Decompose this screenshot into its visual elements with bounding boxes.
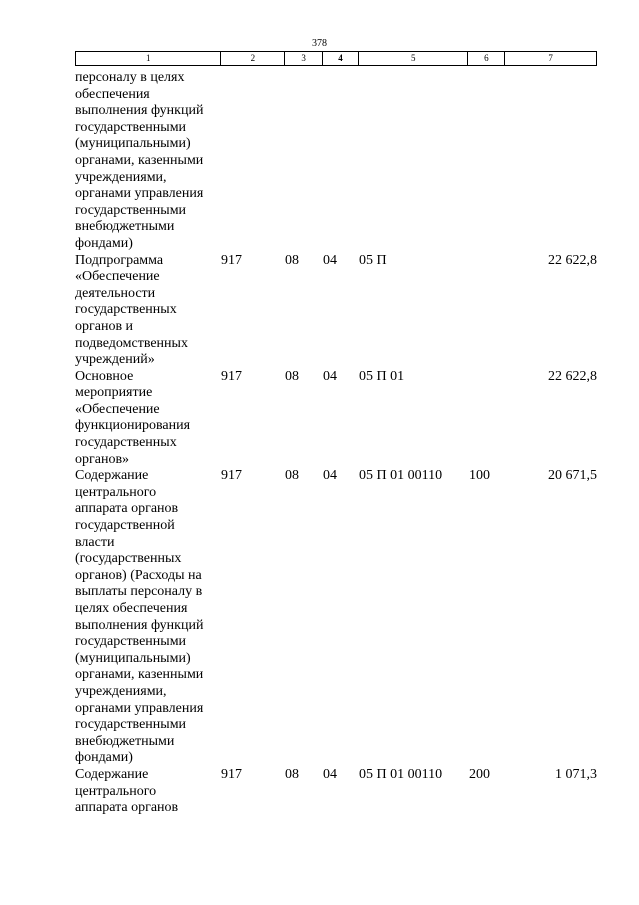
cell-sum: 22 622,8 [548, 252, 597, 268]
cell-name: Основное мероприятие «Обеспечение функционирования государственных органов» [75, 368, 191, 467]
cell-vr [469, 70, 506, 253]
table-row [75, 70, 597, 253]
cell-pr: 04 [323, 368, 337, 384]
cell-name: персоналу в целях обеспечения выполнения функций государственными (муниципальными) органами, казенными учреждениями, органами управления государственными внебюджетными фондами) [75, 70, 204, 251]
table-row [75, 767, 597, 817]
cell-csr: 05 П 01 [359, 368, 405, 384]
cell-vr: 200 [469, 766, 490, 782]
cell-csr: 05 П 01 00110 [359, 468, 443, 484]
cell-rz: 08 [285, 766, 299, 782]
cell-name: Содержание центрального аппарата органов государственной власти (государственных органов) (Расходы на выплаты персоналу в целях обеспечения выполнения функций государственными (муниципальными) органами, казенными учреждениями, органами управления государственными внебюджетными фондами) [75, 468, 204, 766]
cell-name: Содержание центрального аппарата органов [75, 766, 179, 816]
cell-vr: 100 [469, 468, 490, 484]
cell-pr: 04 [323, 468, 337, 484]
cell-name: Подпрограмма «Обеспечение деятельности государственных органов и подведомственных учреждений» [75, 252, 188, 368]
table-row [75, 468, 597, 767]
cell-pr: 04 [323, 766, 337, 782]
page-number: 378 [312, 38, 327, 49]
cell-sum: 20 671,5 [548, 468, 597, 484]
cell-csr: 05 П [359, 252, 387, 268]
cell-rz: 08 [285, 252, 299, 268]
cell-sum [506, 70, 597, 253]
cell-vr [469, 369, 506, 469]
table-row [75, 369, 597, 469]
table-row [75, 253, 597, 369]
cell-grbs: 917 [221, 468, 242, 484]
cell-rz: 08 [285, 468, 299, 484]
cell-csr [359, 70, 469, 253]
cell-pr [323, 70, 359, 253]
cell-rz [285, 70, 323, 253]
cell-grbs: 917 [221, 766, 242, 782]
cell-grbs: 917 [221, 252, 242, 268]
table-body [75, 70, 597, 817]
header-col-3: 3 [285, 52, 323, 65]
header-col-2: 2 [221, 52, 285, 65]
header-col-4: 4 [323, 52, 359, 65]
cell-pr: 04 [323, 252, 337, 268]
cell-grbs [221, 70, 285, 253]
table-header [75, 51, 597, 66]
cell-sum: 1 071,3 [555, 766, 597, 782]
cell-rz: 08 [285, 368, 299, 384]
cell-csr: 05 П 01 00110 [359, 766, 443, 782]
cell-vr [469, 253, 506, 369]
header-col-5: 5 [359, 52, 469, 65]
header-col-7: 7 [548, 53, 553, 63]
header-col-6: 6 [468, 52, 505, 65]
header-col-1: 1 [76, 52, 221, 65]
cell-grbs: 917 [221, 368, 242, 384]
cell-sum: 22 622,8 [548, 368, 597, 384]
